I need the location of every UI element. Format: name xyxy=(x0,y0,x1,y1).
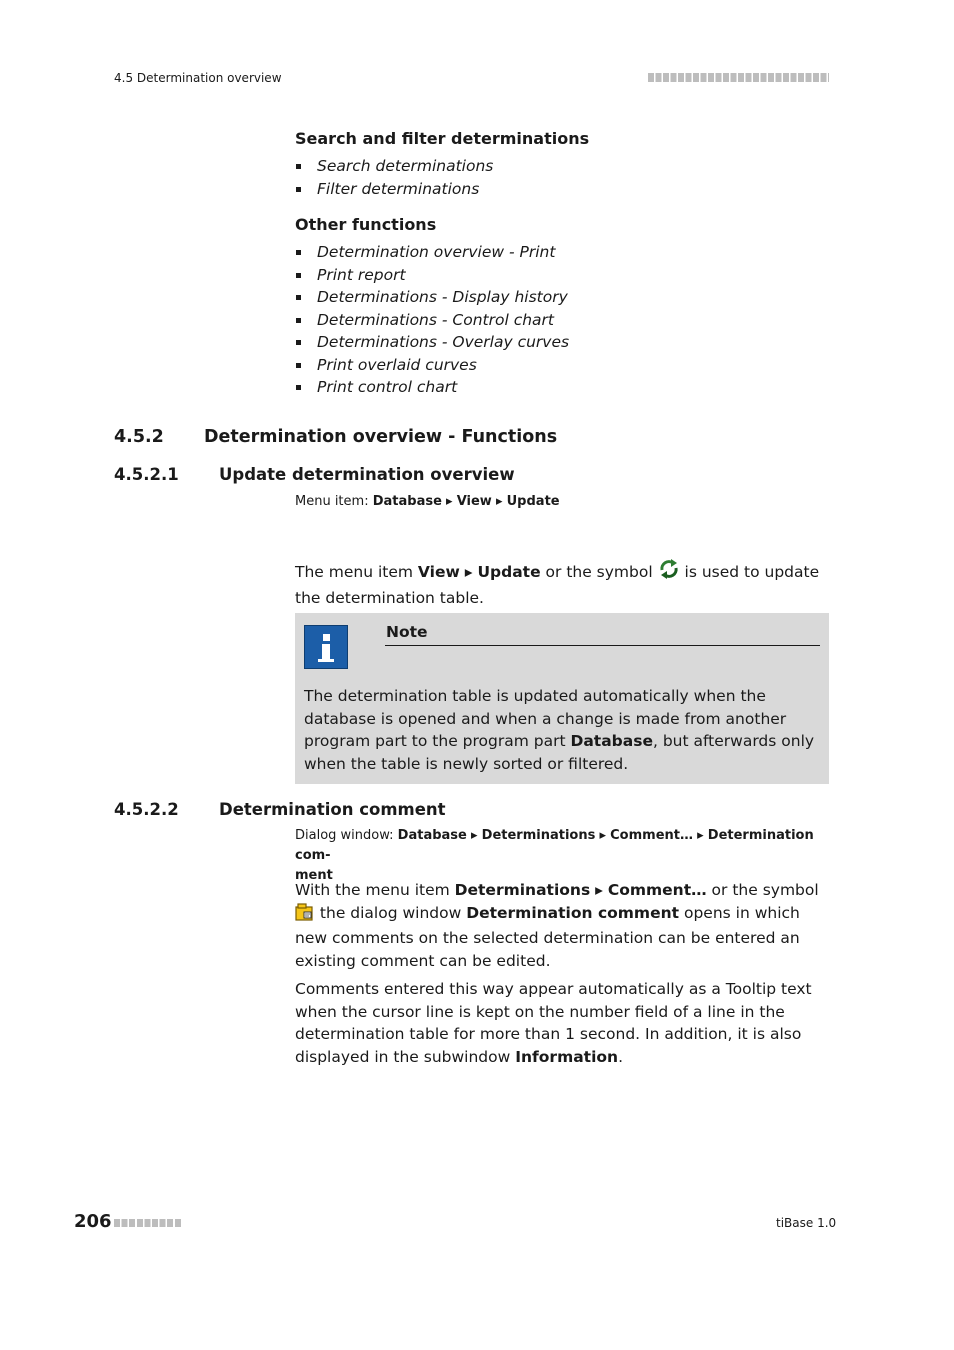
list-item: Print report xyxy=(295,264,569,287)
list-item: Print overlaid curves xyxy=(295,354,569,377)
refresh-icon xyxy=(658,558,680,587)
list-item: Determination overview - Print xyxy=(295,241,569,264)
note-title: Note xyxy=(386,623,428,641)
running-header: 4.5 Determination overview xyxy=(114,71,282,85)
footer-dots xyxy=(114,1219,182,1227)
list-item: Search determinations xyxy=(295,155,493,178)
list-item: Determinations - Control chart xyxy=(295,309,569,332)
comment-icon xyxy=(295,903,315,928)
note-body: The determination table is updated automatically when the database is opened and when a change is made from another program part to the program part Database, but afterwards only when the table is newly sorted or filtered. xyxy=(304,687,815,773)
paragraph-comment: With the menu item Determinations ▸ Comment… or the symbol the dialog window Determination comment opens in which new comments on the selected determination can be entered an existing comment can be edited. xyxy=(295,881,819,970)
page-number: 206 xyxy=(74,1211,112,1232)
section-number: 4.5.2.2 xyxy=(114,800,179,819)
search-list xyxy=(295,155,493,200)
search-heading: Search and filter determinations xyxy=(295,129,590,148)
paragraph-tooltip: Comments entered this way appear automatically as a Tooltip text when the cursor line is kept on the number field of a line in the determination table for more than 1 second. In addition, it is also displayed in the subwindow Information. xyxy=(295,980,812,1066)
section-number: 4.5.2 xyxy=(114,427,164,447)
section-title: Update determination overview xyxy=(219,465,515,484)
header-dots xyxy=(648,73,829,82)
paragraph-update: The menu item View ▸ Update or the symbol is used to update the determination table. xyxy=(295,558,829,609)
list-item: Determinations - Overlay curves xyxy=(295,331,569,354)
info-icon xyxy=(304,625,348,669)
other-heading: Other functions xyxy=(295,215,437,234)
list-item: Filter determinations xyxy=(295,178,493,201)
note-divider xyxy=(385,645,820,646)
menu-path: Menu item: Database ▸ View ▸ Update xyxy=(295,494,560,509)
product-name: tiBase 1.0 xyxy=(776,1216,837,1230)
other-list xyxy=(295,241,569,399)
section-title: Determination overview - Functions xyxy=(204,427,558,447)
list-item: Print control chart xyxy=(295,376,569,399)
section-number: 4.5.2.1 xyxy=(114,465,179,484)
list-item: Determinations - Display history xyxy=(295,286,569,309)
note-box xyxy=(295,613,829,784)
section-title: Determination comment xyxy=(219,800,446,819)
dialog-path: Dialog window: Database ▸ Determinations ▸ Comment… ▸ Determination com- ment xyxy=(295,828,814,883)
